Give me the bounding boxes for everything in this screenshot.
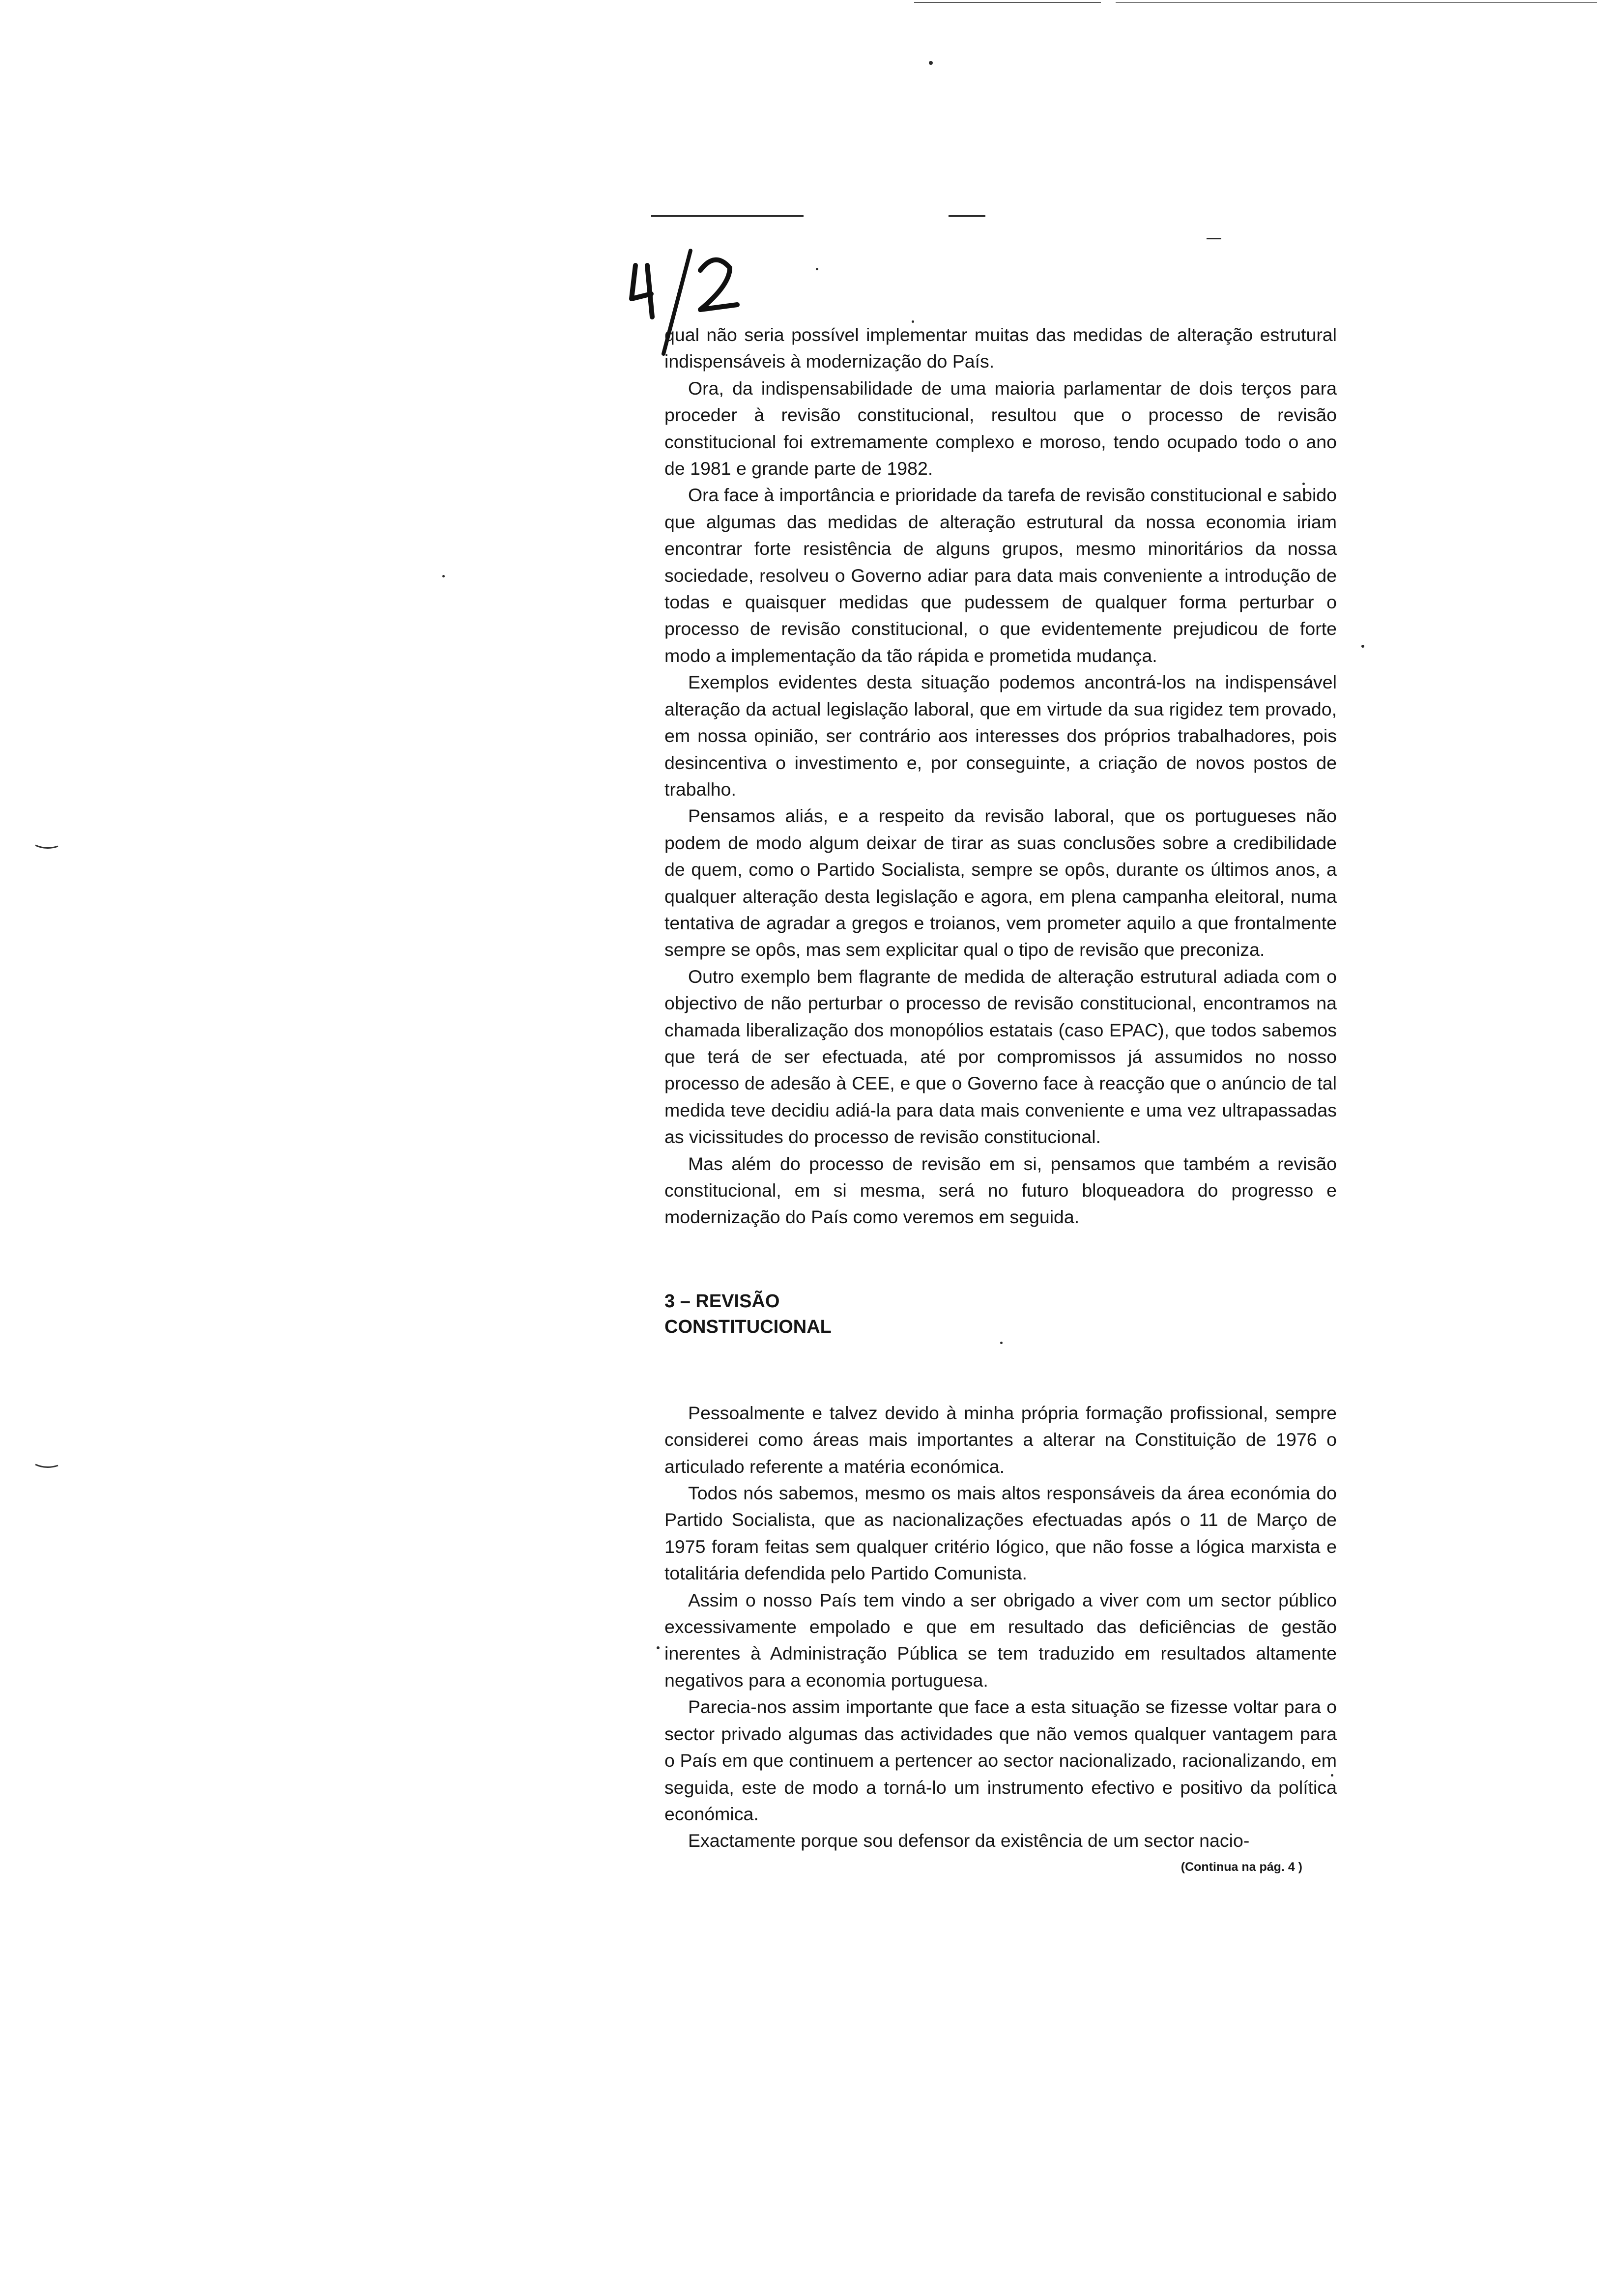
header-rule-dash	[1207, 238, 1221, 239]
paragraph: Parecia-nos assim importante que face a esta situação se fizesse voltar para o sector privado algumas das actividades que não vemos qualquer vantagem para o País em que continuem a pertencer ao sector nacionalizado, racionalizando, em seguida, este de modo a torná-lo um instrumento efectivo e positivo da política económica.	[664, 1696, 1337, 1824]
section-heading: 3 – REVISÃO CONSTITUCIONAL	[664, 1291, 832, 1337]
speck	[657, 1646, 660, 1649]
paragraph: qual não seria possível implementar muitas das medidas de alteração estrutural indispensáveis à modernização do País.	[664, 324, 1337, 372]
paragraph: Exemplos evidentes desta situação podemos ancontrá-los na indispensável alteração da actual legislação laboral, que em virtude da sua rigidez tem provado, em nossa opinião, ser contrário aos interesses dos próprios trabalhadores, pois desincentiva o investimento e, por conseguinte, a criação de novos postos de trabalho.	[664, 672, 1337, 800]
paragraph: Todos nós sabemos, mesmo os mais altos responsáveis da área económia do Partido Socialista, que as nacionalizações efectuadas após o 11 de Março de 1975 foram feitas sem qualquer critério lógico, que não fosse a lógica marxista e totalitária defendida pelo Partido Comunista.	[664, 1483, 1337, 1584]
speck	[816, 268, 818, 270]
paragraph: Mas além do processo de revisão em si, pensamos que também a revisão constitucional, em si mesma, será no futuro bloqueadora do progresso e modernização do País como veremos em seguida.	[664, 1153, 1337, 1228]
scan-edge-line	[1116, 2, 1597, 3]
scan-edge-line	[914, 2, 1101, 3]
speck	[1361, 645, 1364, 648]
speck	[929, 61, 933, 65]
paragraph: Exactamente porque sou defensor da existência de um sector nacio-	[688, 1830, 1250, 1851]
speck	[442, 575, 445, 577]
paragraph: Ora face à importância e prioridade da tarefa de revisão constitucional e sabido que algumas das medidas de alteração estrutural da nossa economia iriam encontrar forte resistência de alguns grupos, mesmo minoritários da nossa sociedade, resolveu o Governo adiar para data mais conveniente a introdução de todas e quaisquer medidas que pudessem de qualquer forma perturbar o processo de revisão constitucional, o que evidentemente prejudicou de forte modo a implementação da tão rápida e prometida mudança.	[664, 485, 1337, 666]
margin-mark	[34, 844, 59, 851]
margin-mark	[34, 1464, 59, 1470]
paragraph: Pensamos aliás, e a respeito da revisão laboral, que os portugueses não podem de modo algum deixar de tirar as suas conclusões sobre a credibilidade de quem, como o Partido Socialista, sempre se opôs, durante os últimos anos, a qualquer alteração desta legislação e agora, em plena campanha eleitoral, numa tentativa de agradar a gregos e troianos, vem prometer aquilo a que frontalmente sempre se opôs, mas sem explicitar qual o tipo de revisão que preconiza.	[664, 805, 1337, 960]
paragraph: Ora, da indispensabilidade de uma maioria parlamentar de dois terços para proceder à revisão constitucional, resultou que o processo de revisão constitucional foi extremamente complexo e moroso, tendo ocupado todo o ano de 1981 e grande parte de 1982.	[664, 377, 1337, 479]
continuation-note: (Continua na pág. 4 )	[1180, 1860, 1302, 1874]
paragraph: Assim o nosso País tem vindo a ser obrigado a viver com um sector público excessivamente empolado e que em resultado das deficiências de gestão inerentes à Administração Pública se tem traduzido em resultados altamente negativos para a economia portuguesa.	[664, 1589, 1337, 1691]
section-body	[664, 1400, 1337, 1854]
paragraph: Outro exemplo bem flagrante de medida de alteração estrutural adiada com o objectivo de não perturbar o processo de revisão constitucional, encontramos na chamada liberalização dos monopólios estatais (caso EPAC), que todos sabemos que terá de ser efectuada, até por compromissos já assumidos no nosso processo de adesão à CEE, e que o Governo face à reacção que o anúncio de tal medida teve decidiu adiá-la para data mais conveniente e uma vez ultrapassadas as vicissitudes do processo de revisão constitucional.	[664, 966, 1337, 1148]
header-rule-left	[651, 215, 804, 217]
paragraph: Pessoalmente e talvez devido à minha própria formação profissional, sempre considerei como áreas mais importantes a alterar na Constituição de 1976 o articulado referente a matéria económica.	[664, 1402, 1337, 1477]
article-column	[664, 321, 1337, 1877]
header-rule-right	[949, 215, 985, 217]
